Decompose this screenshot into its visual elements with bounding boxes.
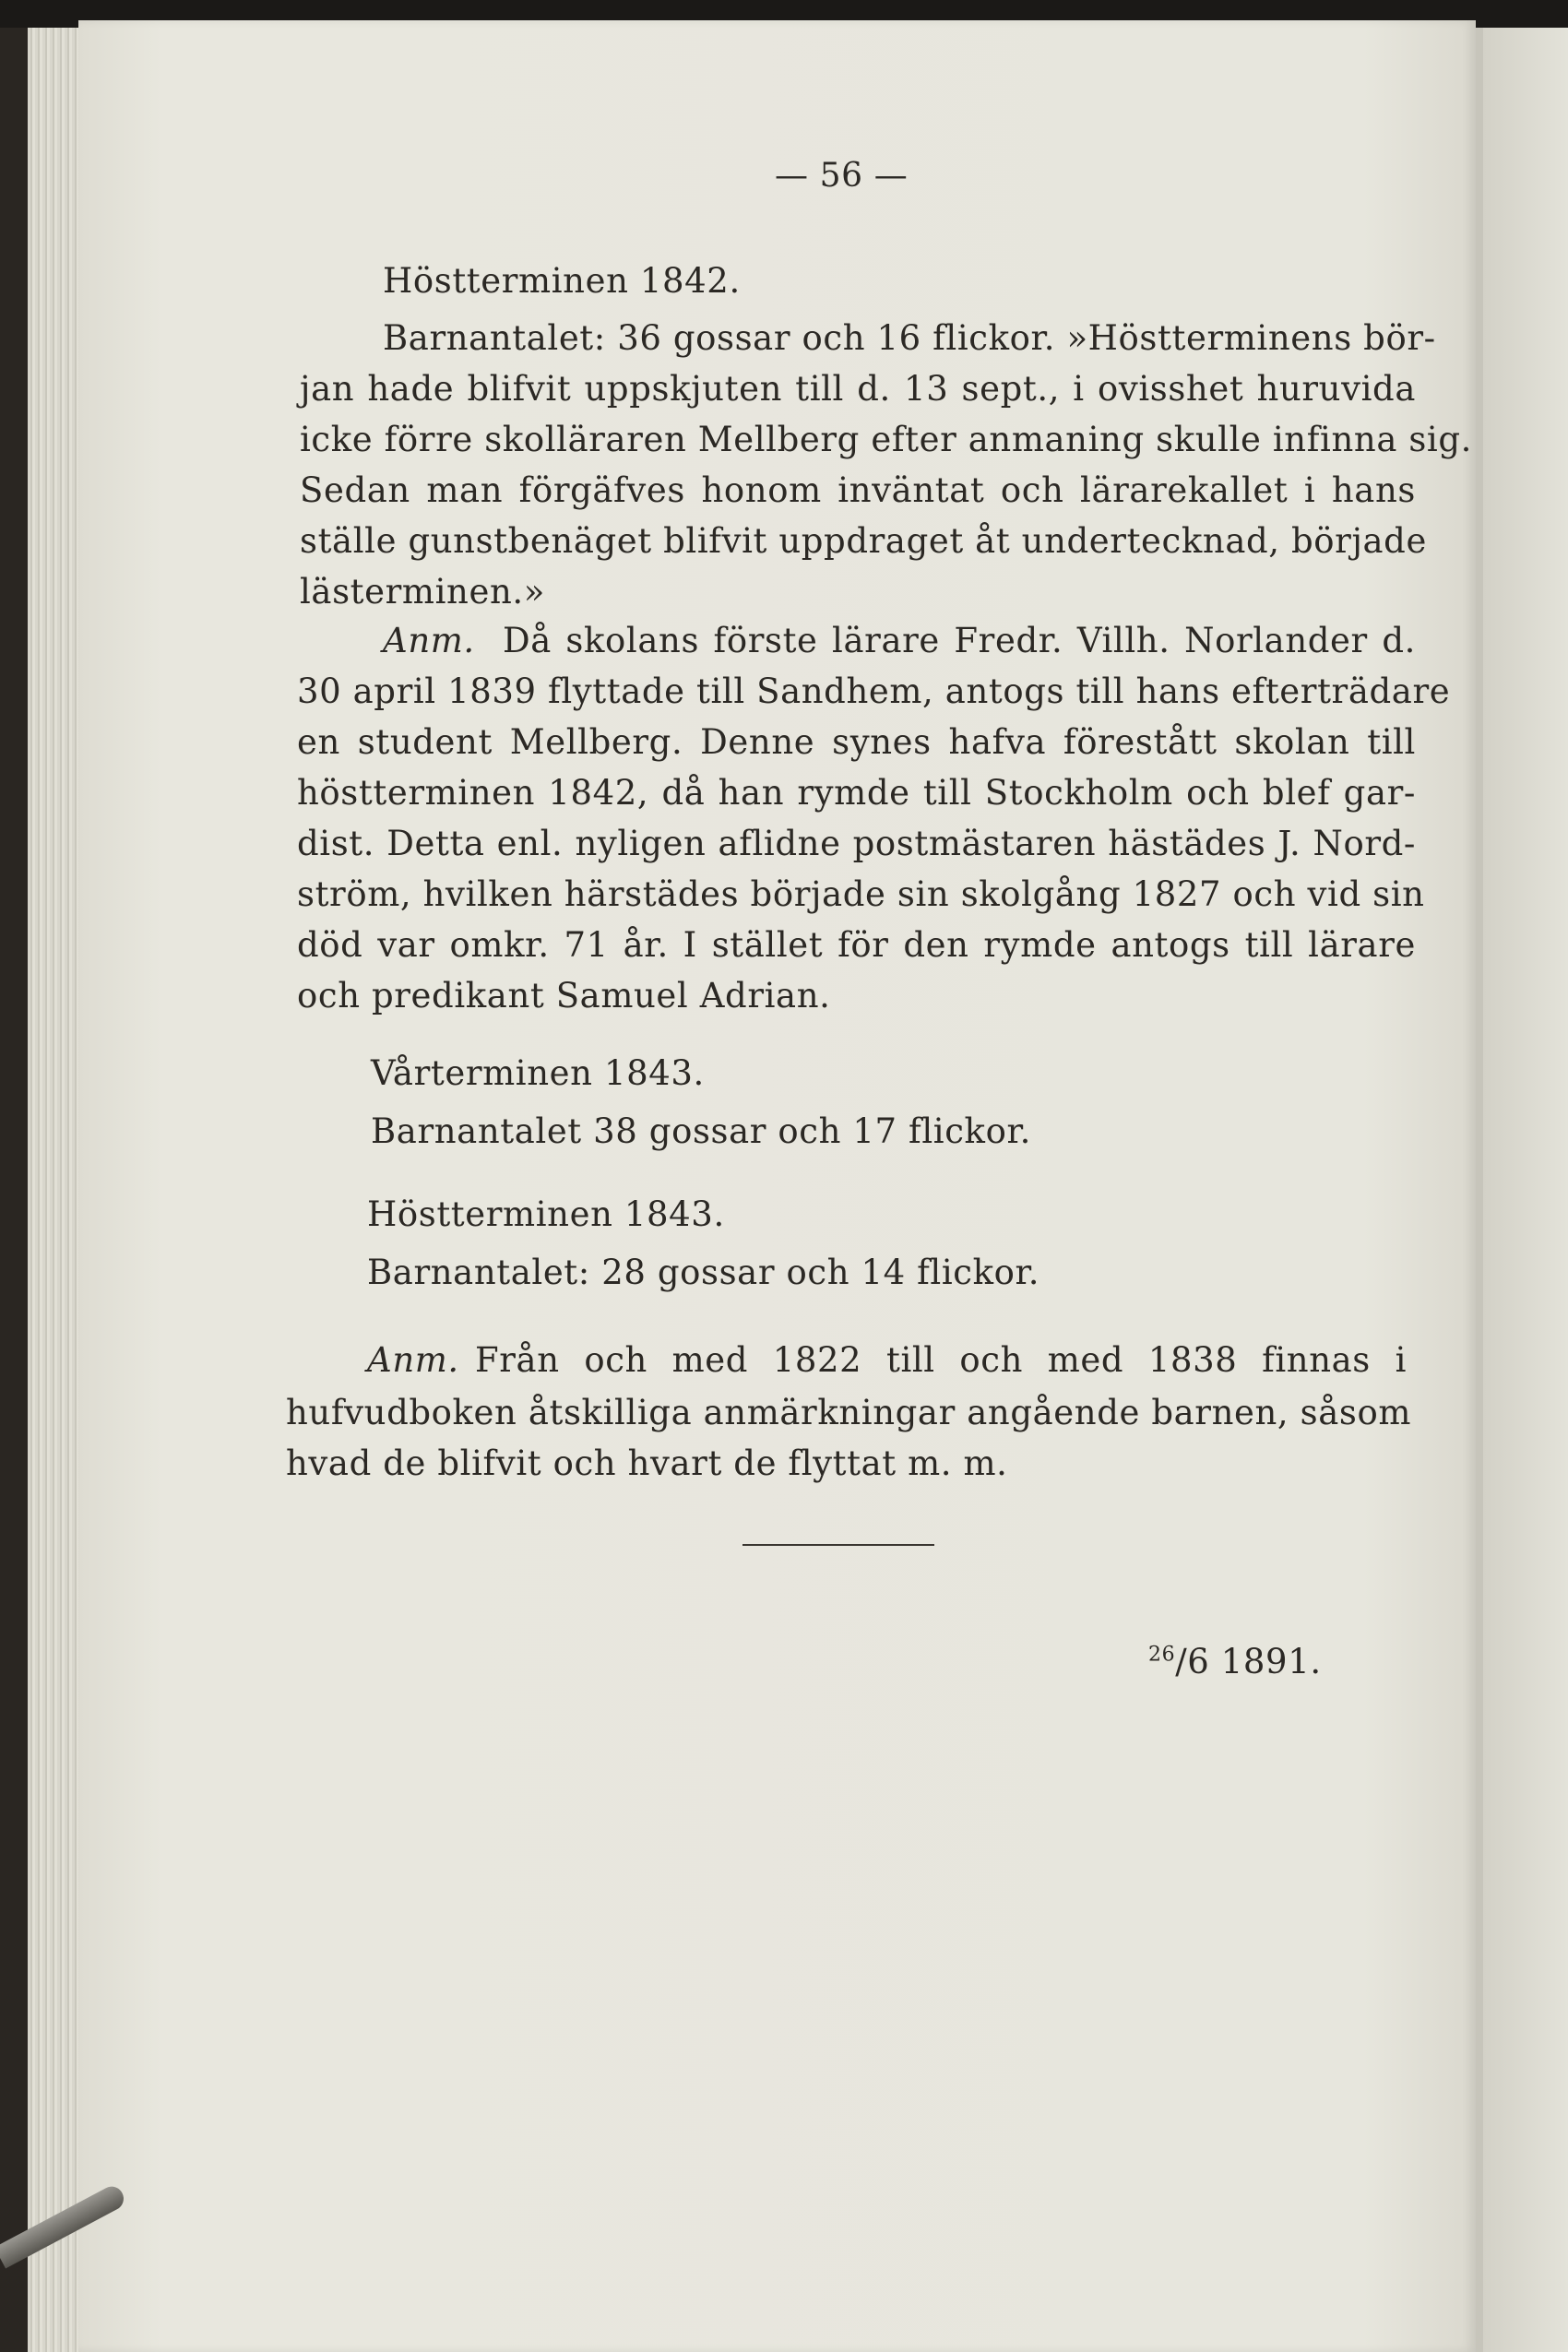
text-line: icke förre skolläraren Mellberg efter anmaning skulle infinna sig. xyxy=(300,420,1473,459)
page-number: — 56 — xyxy=(775,157,909,195)
text-line: lästerminen.» xyxy=(300,572,546,612)
anm-label: Anm. xyxy=(383,621,475,660)
text-line: ström, hvilken härstädes började sin skolgång 1827 och vid sin xyxy=(297,874,1425,914)
book-page-edges xyxy=(28,28,78,2352)
section-divider xyxy=(742,1544,934,1546)
text-line: en student Mellberg. Denne synes hafva förestått skolan till xyxy=(297,722,1416,762)
text-line: Barnantalet: 36 gossar och 16 flickor. »Höstterminens bör- xyxy=(383,318,1436,358)
text-line: Från och med 1822 till och med 1838 finnas i xyxy=(475,1340,1407,1380)
book-gutter xyxy=(1476,28,1483,2352)
text-line: Barnantalet 38 gossar och 17 flickor. xyxy=(371,1111,1032,1151)
date-rest: /6 1891. xyxy=(1175,1642,1322,1681)
text-line: Barnantalet: 28 gossar och 14 flickor. xyxy=(367,1253,1040,1292)
facing-page xyxy=(1483,28,1568,2352)
text-line: jan hade blifvit uppskjuten till d. 13 sept., i ovisshet huruvida xyxy=(300,369,1416,409)
date xyxy=(1148,1642,1322,1681)
text-line: hufvudboken åtskilliga anmärkningar angående barnen, såsom xyxy=(286,1393,1412,1432)
date-day: 26 xyxy=(1148,1643,1176,1667)
heading-varterminen-1843: Vårterminen 1843. xyxy=(371,1053,705,1093)
text-line: död var omkr. 71 år. I stället för den rymde antogs till lärare xyxy=(297,925,1416,965)
text-line: och predikant Samuel Adrian. xyxy=(297,976,831,1016)
text-line: Sedan man förgäfves honom inväntat och lärarekallet i hans xyxy=(300,470,1416,510)
text-line: hvad de blifvit och hvart de flyttat m. m. xyxy=(286,1443,1008,1483)
text-line: ställe gunstbenäget blifvit uppdraget åt undertecknad, började xyxy=(300,521,1427,561)
anm-label: Anm. xyxy=(367,1340,459,1380)
heading-hostterminen-1842: Höstterminen 1842. xyxy=(383,261,741,301)
text-line: Då skolans förste lärare Fredr. Villh. Norlander d. xyxy=(503,621,1416,660)
text-line: 30 april 1839 flyttade till Sandhem, antogs till hans efterträdare xyxy=(297,671,1451,711)
heading-hostterminen-1843: Höstterminen 1843. xyxy=(367,1194,725,1234)
text-line: höstterminen 1842, då han rymde till Stockholm och blef gar- xyxy=(297,773,1416,813)
text-line: dist. Detta enl. nyligen aflidne postmästaren hästädes J. Nord- xyxy=(297,824,1416,863)
